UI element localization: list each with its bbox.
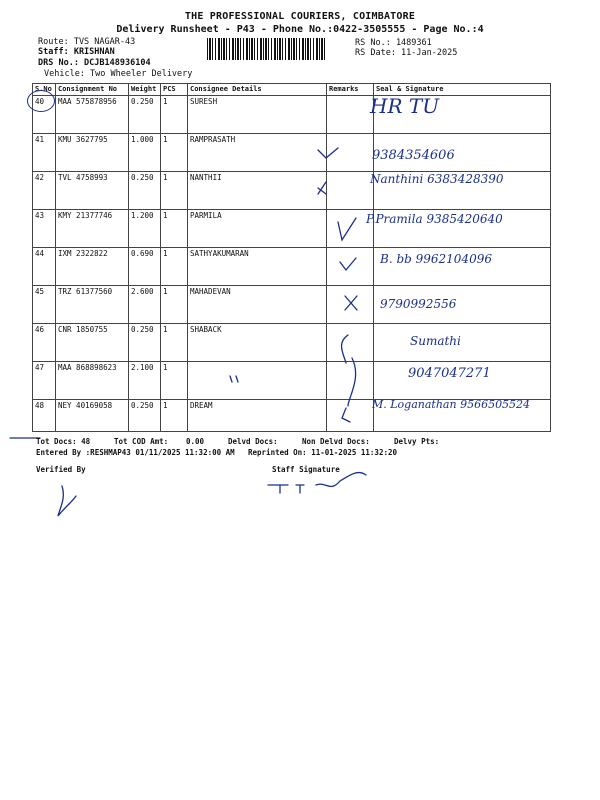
signature-stroke (316, 473, 366, 487)
hw-row-47: 9047047271 (408, 366, 491, 381)
staff: Staff: KRISHNAN (38, 47, 115, 57)
cross-mark (318, 182, 326, 194)
rs-number: RS No.: 1489361 (355, 38, 432, 48)
cell-consignment: NEY 40169058 (56, 400, 129, 432)
col-weight: Weight (129, 84, 161, 96)
entered-by: Entered By :RESHMAP43 01/11/2025 11:32:00 AM (36, 448, 235, 457)
cell-weight: 0.250 (129, 400, 161, 432)
runsheet-title: Delivery Runsheet - P43 - Phone No.:0422-3505555 - Page No.:4 (116, 24, 484, 35)
tot-cod-amount: 0.00 (186, 437, 205, 446)
cell-consignee: RAMPRASATH (188, 134, 327, 172)
col-remarks: Remarks (327, 84, 374, 96)
cell-consignment: IXM 2322822 (56, 248, 129, 286)
cell-pcs: 1 (161, 400, 188, 432)
cell-sno: 40 (33, 96, 56, 134)
hw-row-46: Sumathi (410, 334, 461, 348)
cell-weight: 1.200 (129, 210, 161, 248)
cell-sno: 41 (33, 134, 56, 172)
cell-consignment: TVL 4758993 (56, 172, 129, 210)
drs-number: DRS No.: DCJB148936104 (38, 58, 151, 68)
col-consignment: Consignment No (56, 84, 129, 96)
cell-sno: 48 (33, 400, 56, 432)
col-pcs: PCS (161, 84, 188, 96)
rs-date: RS Date: 11-Jan-2025 (355, 48, 458, 58)
cell-consignee: PARMILA (188, 210, 327, 248)
squiggle-mark (348, 358, 356, 406)
tot-cod-label: Tot COD Amt: (114, 437, 169, 446)
company-name: THE PROFESSIONAL COURIERS, COIMBATORE (184, 11, 416, 22)
squiggle-mark (342, 335, 348, 363)
cell-weight: 2.600 (129, 286, 161, 324)
tick-mark (342, 408, 350, 422)
non-delvd-docs: Non Delvd Docs: (302, 437, 370, 446)
cell-consignment: CNR 1850755 (56, 324, 129, 362)
verify-signature-stroke (58, 486, 76, 516)
cell-consignee: MAHADEVAN (188, 286, 327, 324)
cell-pcs: 1 (161, 248, 188, 286)
cell-consignment: MAA 868898623 (56, 362, 129, 400)
vehicle: Vehicle: Two Wheeler Delivery (44, 69, 193, 79)
cell-pcs: 1 (161, 286, 188, 324)
delvd-docs: Delvd Docs: (228, 437, 278, 446)
cell-consignee: DREAM (188, 400, 327, 432)
cell-sno: 43 (33, 210, 56, 248)
hw-row-45: 9790992556 (380, 297, 457, 311)
tick-mark (318, 148, 338, 158)
cell-weight: 2.100 (129, 362, 161, 400)
cell-weight: 1.000 (129, 134, 161, 172)
route: Route: TVS NAGAR-43 (38, 37, 136, 47)
cell-sno: 42 (33, 172, 56, 210)
cell-weight: 0.250 (129, 96, 161, 134)
cell-weight: 0.250 (129, 324, 161, 362)
col-signature: Seal & Signature (374, 84, 551, 96)
tick-mark (340, 258, 356, 270)
cell-consignment: MAA 575878956 (56, 96, 129, 134)
cell-consignment: KMU 3627795 (56, 134, 129, 172)
cell-consignee: NANTHII (188, 172, 327, 210)
cross-mark (345, 296, 357, 310)
cell-consignee: SATHYAKUMARAN (188, 248, 327, 286)
delvy-pts: Delvy Pts: (394, 437, 440, 446)
verified-by: Verified By (36, 465, 86, 474)
tot-docs: Tot Docs: 48 (36, 437, 91, 446)
cell-weight: 0.690 (129, 248, 161, 286)
cell-consignee: SHABACK (188, 324, 327, 362)
reprinted-on: Reprinted On: 11-01-2025 11:32:20 (248, 448, 398, 457)
cell-pcs: 1 (161, 210, 188, 248)
cell-pcs: 1 (161, 324, 188, 362)
hw-row-41: 9384354606 (372, 148, 455, 163)
cell-pcs: 1 (161, 96, 188, 134)
hw-row-48: M. Loganathan 9566505524 (372, 398, 531, 411)
signature-stroke (296, 485, 304, 493)
staff-signature: Staff Signature (272, 465, 340, 474)
cell-weight: 0.250 (129, 172, 161, 210)
cell-sno: 45 (33, 286, 56, 324)
cell-pcs: 1 (161, 362, 188, 400)
cell-consignee: SURESH (188, 96, 327, 134)
hw-row-44: B. bb 9962104096 (380, 252, 492, 266)
col-consignee: Consignee Details (188, 84, 327, 96)
cell-sno: 44 (33, 248, 56, 286)
cell-pcs: 1 (161, 134, 188, 172)
dash-mark (230, 376, 238, 382)
cell-sno: 47 (33, 362, 56, 400)
cell-consignment: KMY 21377746 (56, 210, 129, 248)
tick-mark (338, 218, 356, 240)
cell-pcs: 1 (161, 172, 188, 210)
cell-consignment: TRZ 61377560 (56, 286, 129, 324)
hw-row-43: P.Pramila 9385420640 (366, 212, 503, 226)
signature-stroke (268, 485, 288, 493)
cell-sno: 46 (33, 324, 56, 362)
hw-row-42: Nanthini 6383428390 (370, 172, 504, 186)
hw-row-40: HR TU (370, 94, 440, 118)
col-sno: S.No (33, 84, 56, 96)
